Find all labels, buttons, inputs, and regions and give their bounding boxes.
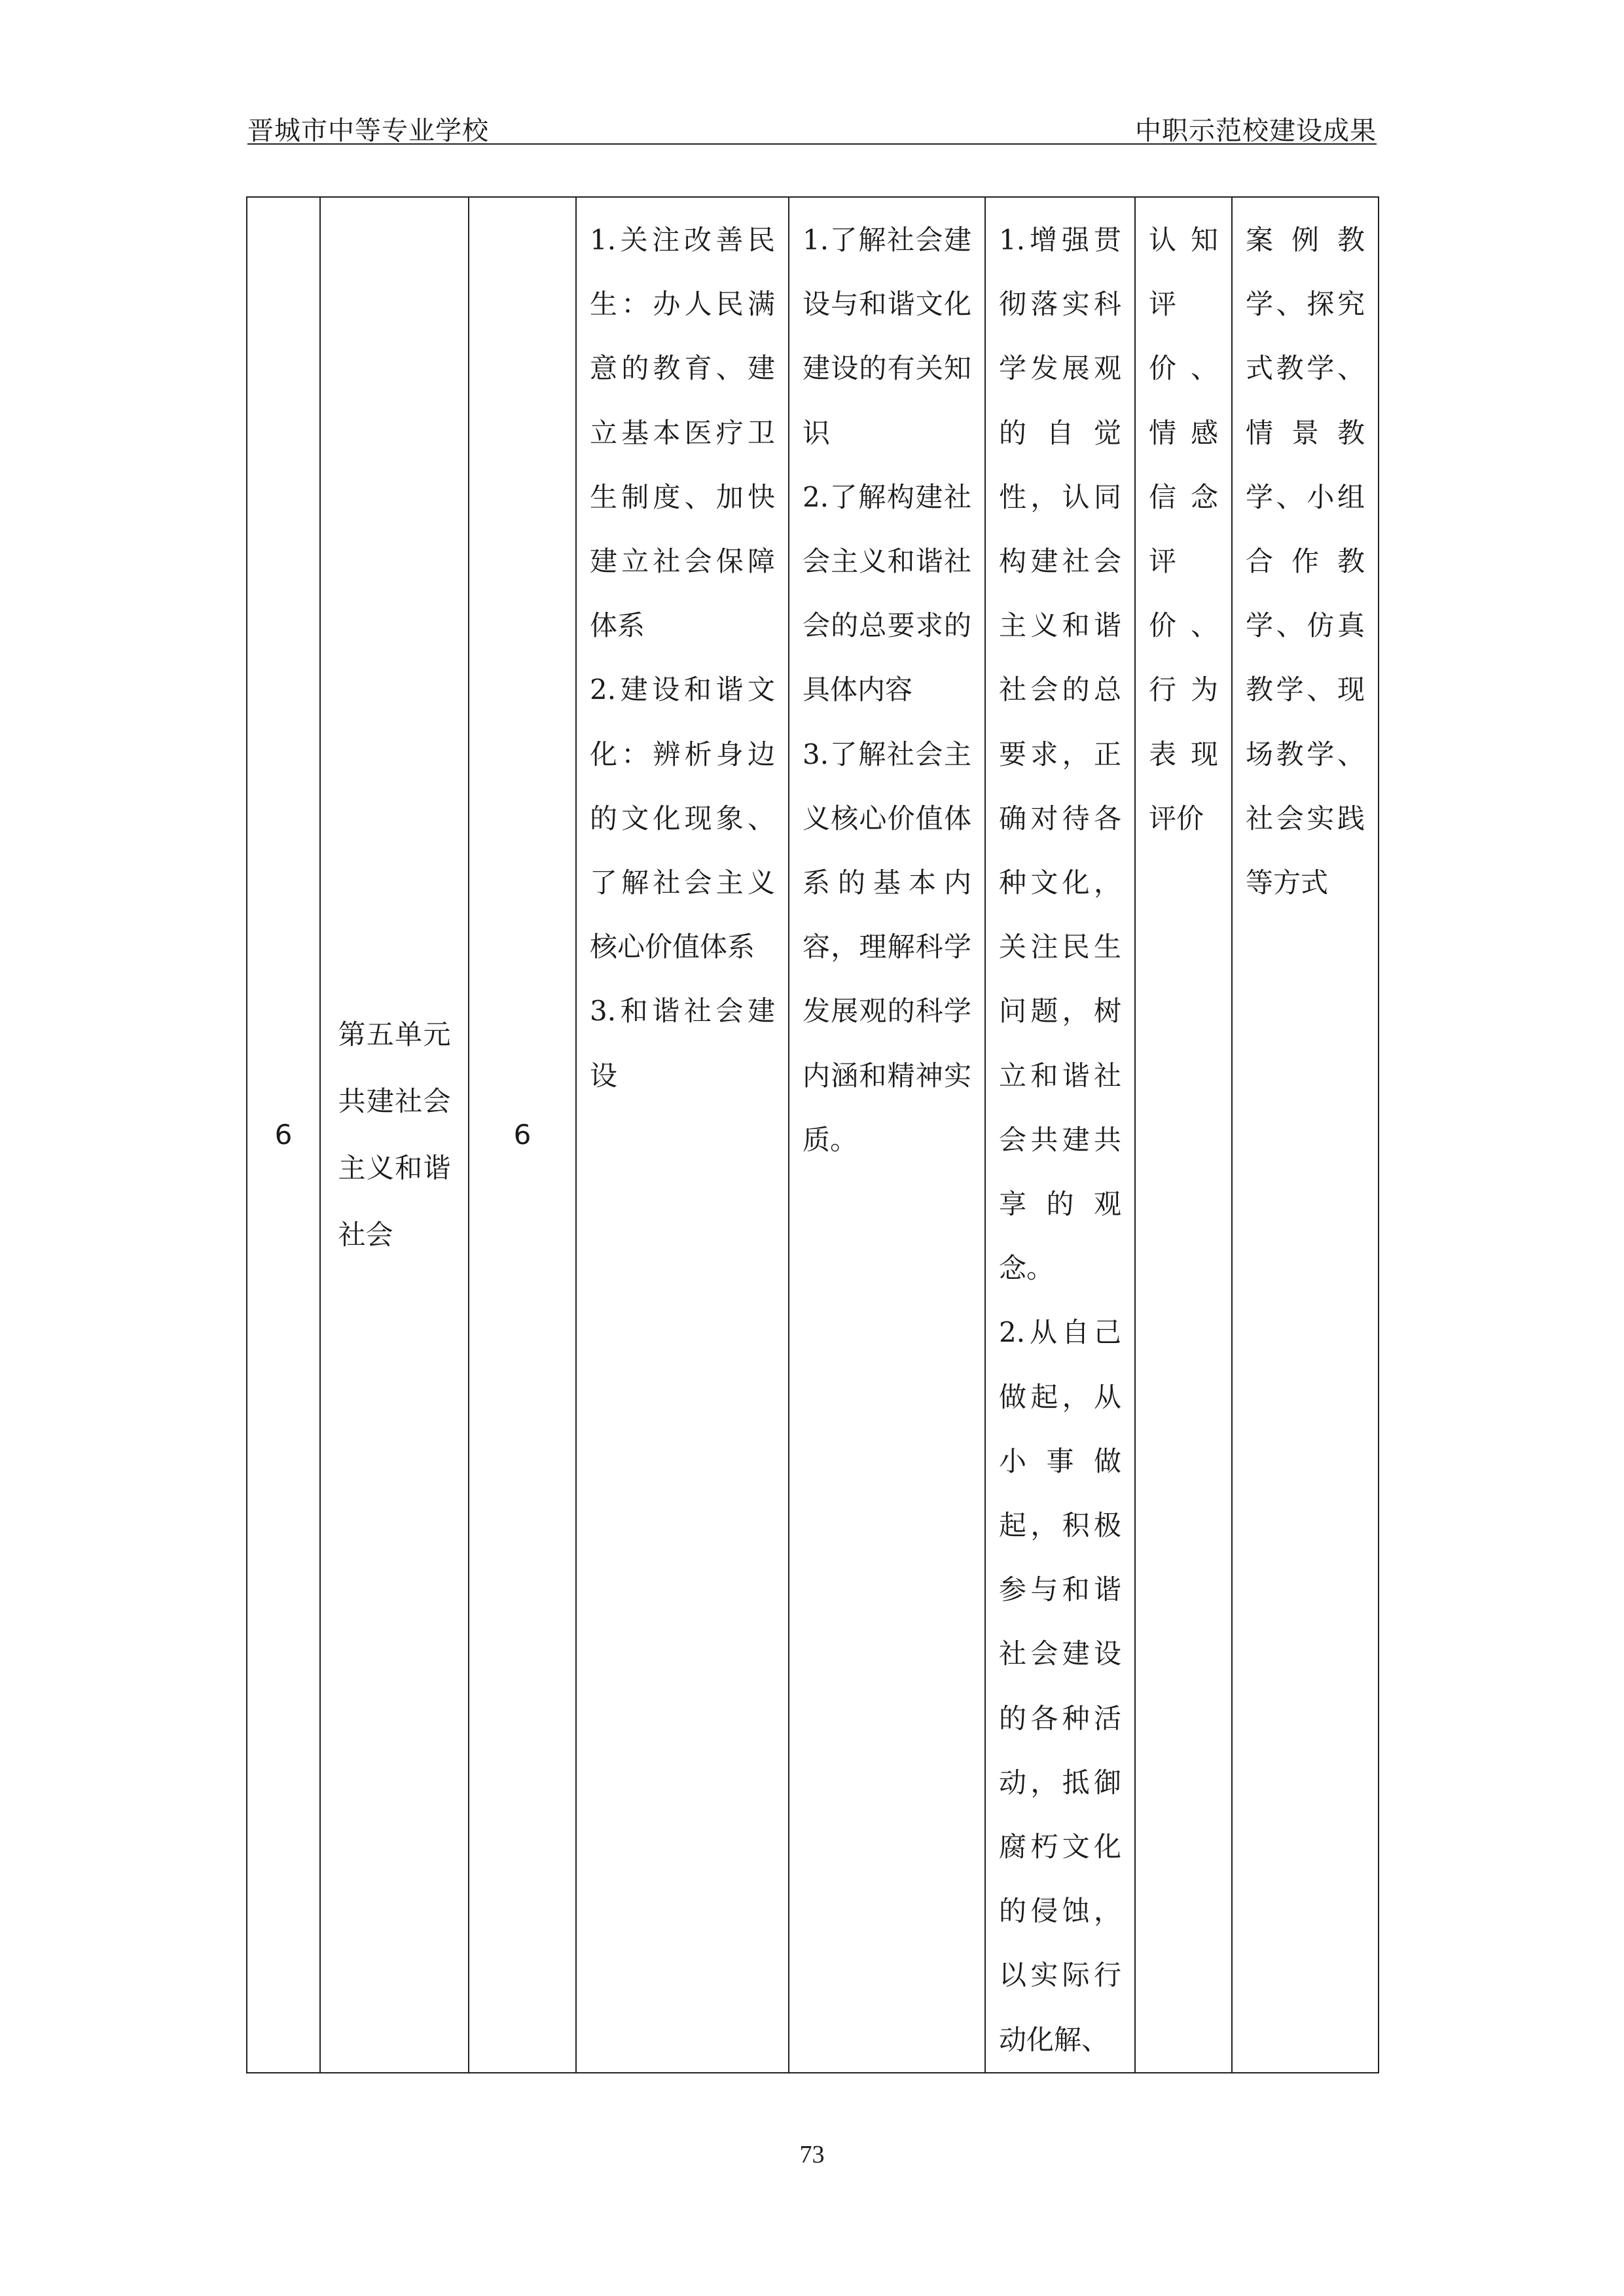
hours-cell: 6 xyxy=(469,197,576,2073)
header-school-name: 晋城市中等专业学校 xyxy=(247,116,489,146)
content-item: 3.和谐社会建设 xyxy=(590,995,775,1092)
row-number-cell: 6 xyxy=(247,197,320,2073)
header-rule xyxy=(247,143,1377,145)
attitude-goal-item: 2.从自己做起，从小事做起，积极参与和谐社会建设的各种活动，抵御腐朽文化的侵蚀，以实际行动化解、 xyxy=(999,1316,1121,2056)
evaluation-text: 认知评价、情感信念评价、行为表现评价 xyxy=(1149,224,1218,834)
knowledge-goal-item: 1.了解社会建设与和谐文化建设的有关知识 xyxy=(803,224,971,449)
course-plan-table xyxy=(246,196,1379,2073)
page-number: 73 xyxy=(799,2141,825,2168)
header-project-title: 中职示范校建设成果 xyxy=(1135,116,1377,146)
knowledge-goal-item: 3.了解社会主义核心价值体系的基本内容，理解科学发展观的科学内涵和精神实质。 xyxy=(803,738,971,1156)
content-item: 2.建设和谐文化：辨析身边的文化现象、了解社会主义核心价值体系 xyxy=(590,673,775,963)
teaching-methods-cell xyxy=(1232,197,1379,2073)
table-row xyxy=(247,197,1379,2073)
unit-title-cell xyxy=(320,197,469,2073)
content-cell xyxy=(576,197,789,2073)
evaluation-cell xyxy=(1135,197,1232,2073)
knowledge-goal-item: 2.了解构建社会主义和谐社会的总要求的具体内容 xyxy=(803,480,971,706)
unit-title: 第五单元 共建社会主义和谐社会 xyxy=(338,1018,451,1251)
content-item: 1.关注改善民生：办人民满意的教育、建立基本医疗卫生制度、加快建立社会保障体系 xyxy=(590,224,775,642)
attitude-goals-cell xyxy=(985,197,1135,2073)
teaching-methods-text: 案例教学、探究式教学、情景教学、小组合作教学、仿真教学、现场教学、社会实践等方式 xyxy=(1246,224,1365,899)
attitude-goal-item: 1.增强贯彻落实科学发展观的自觉性，认同构建社会主义和谐社会的总要求，正确对待各种文化，关注民生问题，树立和谐社会共建共享的观念。 xyxy=(999,224,1121,1285)
knowledge-goals-cell xyxy=(789,197,985,2073)
